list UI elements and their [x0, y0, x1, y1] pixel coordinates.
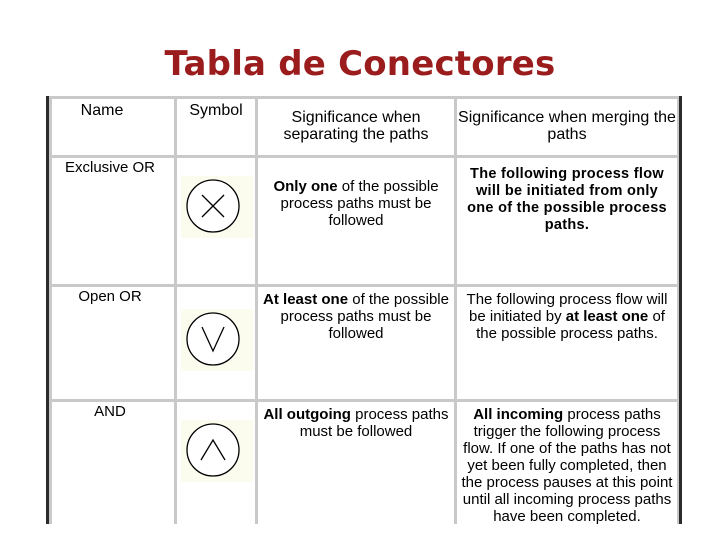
merging-text: process paths trigger the following process flow. If one of the paths has not yet been fully completed, then the process pauses at this point until all incoming process paths have been completed.: [461, 406, 673, 524]
row-symbol-cell: [177, 287, 255, 399]
header-separating: Significance when separating the paths: [258, 99, 454, 155]
separating-text: process paths must be followed: [299, 406, 449, 440]
row-name: AND: [52, 402, 174, 524]
row-separating: [258, 158, 454, 284]
table-header-row: [52, 99, 677, 155]
circle-v-icon: [181, 309, 253, 371]
slide-title-text: Tabla de Conectores: [164, 44, 556, 84]
circle-wedge-icon: [181, 420, 253, 482]
table-row: [52, 158, 677, 284]
slide-title: [0, 44, 720, 84]
row-merging: [457, 402, 677, 524]
table-row: [52, 402, 677, 524]
merging-text: The following process flow will be initiated by: [466, 291, 668, 325]
row-separating: [258, 402, 454, 524]
circle-x-icon: [181, 176, 253, 238]
connectors-table: [49, 96, 680, 524]
separating-text: of the possible process paths must be followed: [280, 291, 449, 342]
separating-bold-text: Only one: [273, 178, 338, 195]
merging-bold-text: at least one: [565, 308, 649, 325]
row-separating: [258, 287, 454, 399]
table-row: [52, 287, 677, 399]
header-merging: Significance when merging the paths: [457, 99, 677, 155]
row-name: Exclusive OR: [52, 158, 174, 284]
separating-bold-text: At least one: [263, 291, 349, 308]
row-merging: [457, 287, 677, 399]
merging-text: of the possible process paths.: [476, 308, 665, 342]
row-symbol-cell: [177, 402, 255, 524]
connectors-table-container: [46, 96, 682, 524]
row-name: Open OR: [52, 287, 174, 399]
header-name: Name: [52, 99, 174, 155]
row-symbol-cell: [177, 158, 255, 284]
separating-text: of the possible process paths must be followed: [280, 178, 439, 229]
row-merging: The following process flow will be initiated from only one of the possible process paths.: [457, 158, 677, 284]
header-symbol: Symbol: [177, 99, 255, 155]
separating-bold-text: All outgoing: [263, 406, 351, 423]
merging-bold-text: All incoming: [473, 406, 564, 423]
